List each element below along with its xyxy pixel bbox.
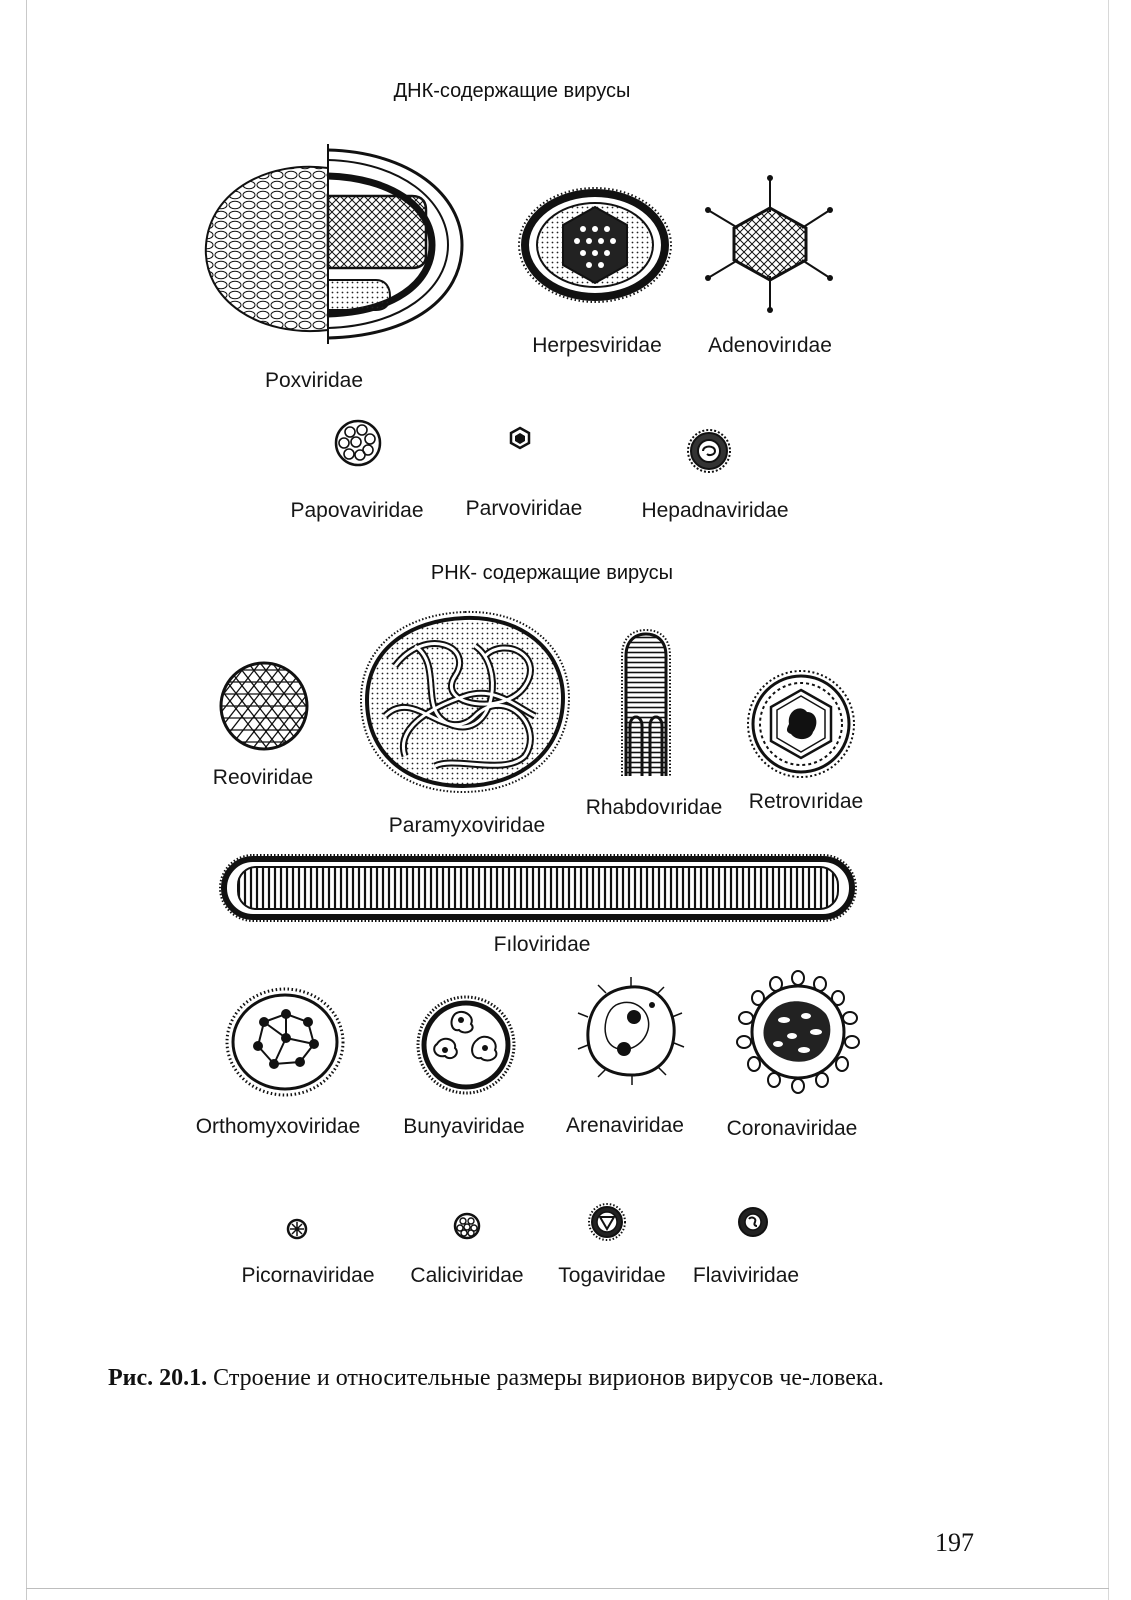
flaviviridae-label: Flaviviridae [692, 1264, 800, 1287]
orthomyxoviridae-illustration [224, 986, 346, 1098]
dna-section-title: ДНК-содержащие вирусы [393, 80, 631, 102]
caption-text: Строение и относительные размеры вирионов вирусов че-ловека. [207, 1365, 884, 1391]
togaviridae-label: Togaviridae [558, 1264, 666, 1287]
poxviridae-label: Poxviridae [264, 369, 364, 392]
bunyaviridae-illustration [415, 994, 517, 1096]
coronaviridae-illustration [732, 970, 864, 1094]
hepadnaviridae-label: Hepadnaviridae [641, 499, 789, 522]
adenoviridae-label: Adenovirıdae [708, 334, 832, 357]
retroviridae-label: Retrovıridae [748, 790, 864, 813]
herpesviridae-illustration [515, 185, 675, 305]
bunyaviridae-label: Bunyaviridae [403, 1115, 525, 1138]
caption-label: Рис. 20.1. [108, 1365, 208, 1391]
hepadnaviridae-illustration [686, 428, 732, 474]
retroviridae-illustration [745, 668, 857, 780]
parvoviridae-label: Parvoviridae [465, 497, 583, 520]
figure-caption [108, 1364, 988, 1392]
papovaviridae-label: Papovaviridae [290, 499, 424, 522]
caliciviridae-label: Caliciviridae [410, 1264, 524, 1287]
paramyxoviridae-illustration [355, 606, 575, 796]
flaviviridae-illustration [737, 1206, 769, 1238]
filoviridae-illustration [218, 853, 858, 925]
arenaviridae-illustration [576, 975, 686, 1087]
togaviridae-illustration [587, 1202, 627, 1242]
picornaviridae-label: Picornaviridae [241, 1264, 375, 1287]
caliciviridae-illustration [453, 1212, 481, 1240]
picornaviridae-illustration [286, 1218, 308, 1240]
adenoviridae-illustration [700, 172, 840, 317]
papovaviridae-illustration [333, 418, 383, 468]
parvoviridae-illustration [508, 426, 532, 450]
rhabdoviridae-label: Rhabdovıridae [585, 796, 723, 819]
page-left-edge [26, 0, 27, 1600]
page-right-edge [1108, 0, 1109, 1600]
paramyxoviridae-label: Paramyxoviridae [388, 814, 546, 837]
poxviridae-illustration [200, 140, 480, 355]
filoviridae-label: Fıloviridae [493, 933, 591, 956]
reoviridae-illustration [218, 660, 310, 752]
rhabdoviridae-illustration [620, 630, 672, 780]
orthomyxoviridae-label: Orthomyxoviridae [195, 1115, 361, 1138]
page-bottom-edge [26, 1588, 1109, 1589]
herpesviridae-label: Herpesviridae [532, 334, 662, 357]
reoviridae-label: Reoviridae [212, 766, 314, 789]
arenaviridae-label: Arenaviridae [566, 1114, 684, 1137]
page-number: 197 [935, 1528, 974, 1557]
rna-section-title: РНК- содержащие вирусы [430, 562, 674, 584]
coronaviridae-label: Coronaviridae [726, 1117, 858, 1140]
